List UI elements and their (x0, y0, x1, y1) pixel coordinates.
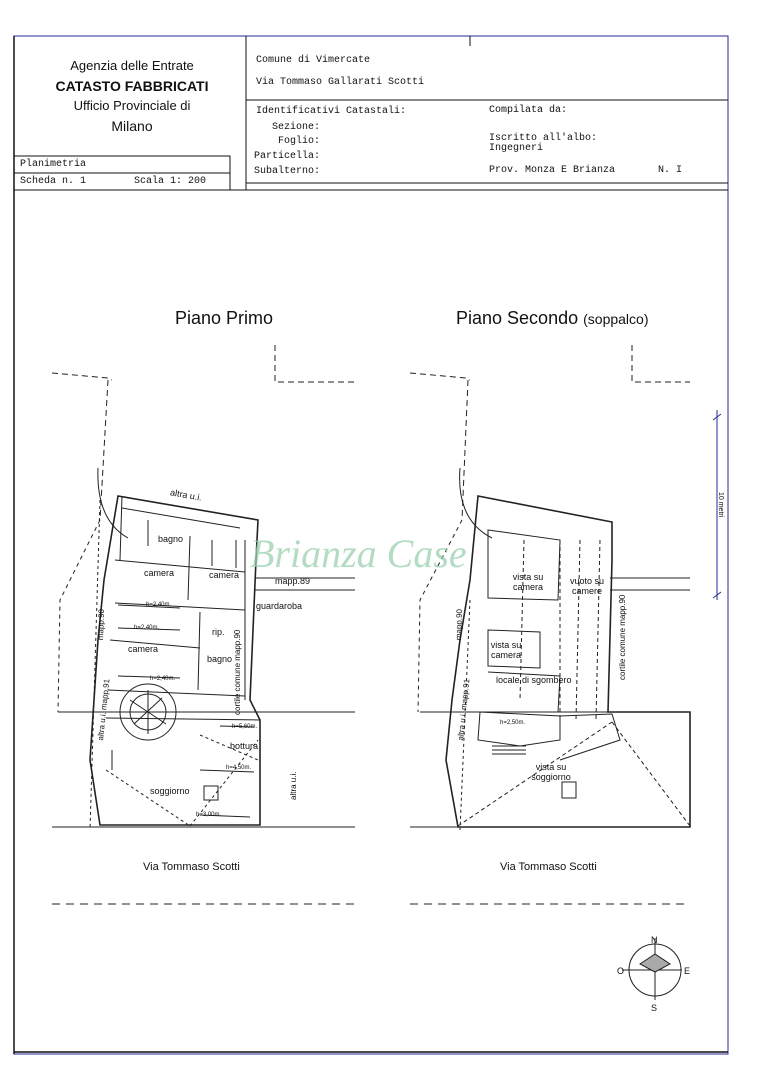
particella-label: Particella: (254, 151, 321, 162)
ufficio-label: Ufficio Provinciale di (73, 98, 191, 113)
label-vuoto-camere: vuoto su camere (569, 576, 605, 596)
street-label-second: Via Tommaso Scotti (500, 861, 597, 873)
label-cortile-second: cortile comune mapp.90 (618, 594, 627, 680)
catasto-title: CATASTO FABBRICATI (55, 78, 209, 94)
dim-h560: h=5,60m. (232, 724, 258, 730)
label-altra-ui-top: altra u.i. (169, 487, 203, 503)
label-mapp90-second: mapp.90 (454, 608, 465, 641)
label-guardaroba: guardaroba (256, 601, 303, 611)
address-text: Via Tommaso Gallarati Scotti (256, 77, 425, 88)
sezione-label: Sezione: (272, 122, 321, 133)
brianza-case-watermark: Brianza Case (250, 531, 467, 576)
compass-east: E (684, 966, 691, 976)
label-altra-ui-right: altra u.i. (289, 771, 298, 800)
side-scale-label: 10 metri (717, 492, 724, 518)
label-soggiorno: soggiorno (150, 786, 190, 796)
ingegneri-label: Ingegneri (489, 143, 544, 154)
plan-title-second-main: Piano Secondo (456, 308, 579, 328)
agency-block (20, 56, 244, 136)
label-mapp89: mapp.89 (275, 576, 311, 586)
dim-h240-a: h=2,40m. (146, 602, 172, 608)
subalterno-label: Subalterno: (254, 166, 321, 177)
agency-name: Agenzia delle Entrate (70, 58, 194, 73)
label-camera-2: camera (209, 570, 240, 580)
dim-h450: h=4,50m. (226, 765, 252, 771)
identificativi-label: Identificativi Catastali: (256, 106, 407, 117)
dim-h240-c: h=2,40m. (150, 676, 176, 682)
label-rip: rip. (212, 627, 225, 637)
comune-text: Comune di Vimercate (256, 55, 371, 66)
plan-title-second-suffix: (soppalco) (583, 311, 649, 327)
compass-south: S (651, 1003, 658, 1013)
dim-h250: h=2,50m. (500, 720, 526, 726)
compass-north: N (651, 935, 658, 945)
scheda-label: Scheda n. 1 (20, 176, 87, 187)
label-vista-camera-1: vista su camera (512, 572, 544, 592)
compilata-label: Compilata da: (489, 105, 568, 116)
street-label-first: Via Tommaso Scotti (143, 861, 240, 873)
iscritto-label: Iscritto all'albo: (489, 133, 598, 144)
scale-label: Scala 1: 200 (134, 176, 207, 187)
label-bagno-1: bagno (158, 534, 184, 544)
plan-title-second (456, 308, 649, 329)
label-bottura: bottura (230, 741, 259, 751)
label-altra-mapp91: altra u.i. mapp.91 (96, 678, 112, 741)
city-label: Milano (111, 118, 153, 134)
label-vista-camera-2: vista su camera (490, 640, 522, 660)
foglio-label: Foglio: (278, 136, 321, 147)
label-camera-3: camera (128, 644, 159, 654)
label-cortile-comune: cortile comune mapp.90 (233, 629, 242, 715)
label-bagno-2: bagno (207, 654, 233, 664)
registration-number: N. I (658, 165, 683, 176)
label-vista-soggiorno: vista su soggiorno (531, 762, 571, 782)
label-mapp90-left: mapp.90 (96, 608, 107, 641)
compass-west: O (617, 966, 625, 976)
dim-h240-b: h=2,40m. (134, 625, 160, 631)
label-altra-mapp91-second: altra u.i. mapp.91 (456, 678, 472, 741)
label-locale-sgombero: locale di sgombero (496, 675, 572, 685)
province-label: Prov. Monza E Brianza (489, 165, 616, 176)
planimetria-label: Planimetria (20, 159, 87, 170)
plan-title-first: Piano Primo (175, 308, 274, 328)
dim-h300: h=3,00m. (196, 812, 222, 818)
label-camera-1: camera (144, 568, 175, 578)
